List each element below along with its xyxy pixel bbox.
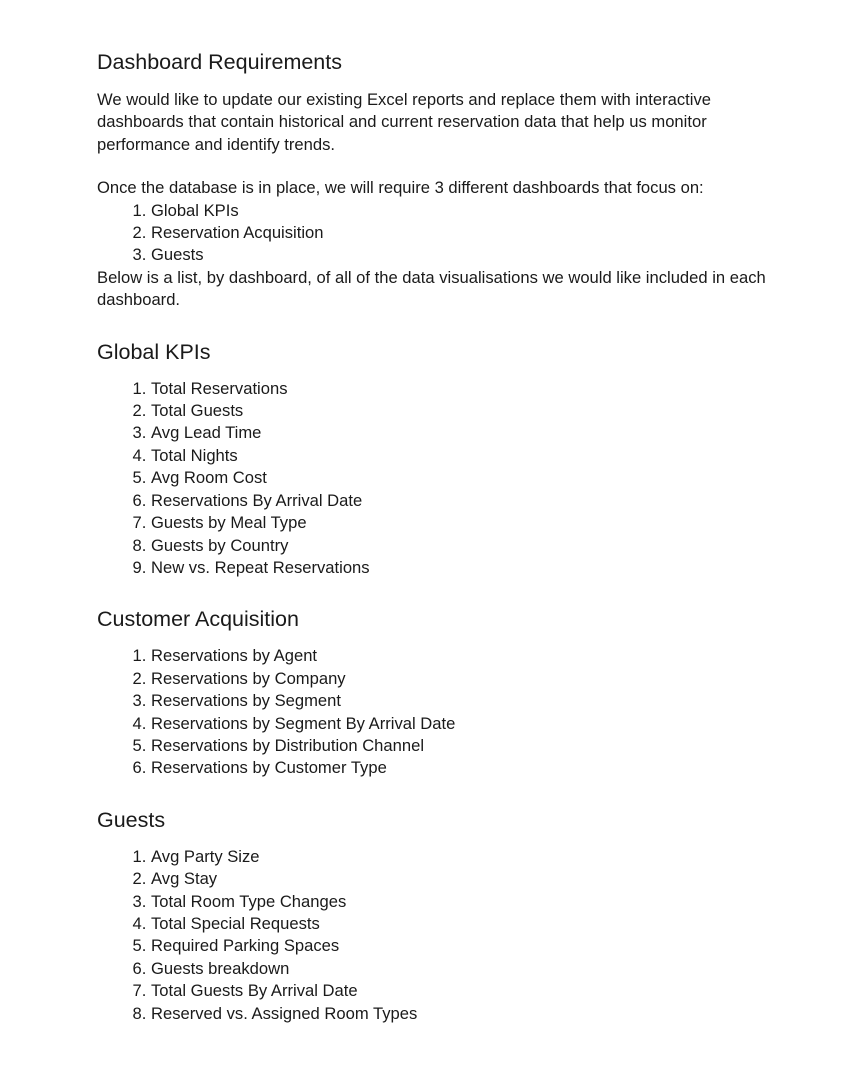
list-item: 5. Reservations by Distribution Channel xyxy=(151,735,787,757)
customer-acquisition-list xyxy=(97,645,787,779)
list-item: 2. Reservation Acquisition xyxy=(151,222,787,244)
section-heading-customer-acquisition: Customer Acquisition xyxy=(97,607,299,632)
list-item: 3. Avg Lead Time xyxy=(151,422,787,444)
list-item: 1. Avg Party Size xyxy=(151,846,787,868)
global-kpis-list xyxy=(97,378,787,580)
list-item: 1. Reservations by Agent xyxy=(151,645,787,667)
intro-paragraph: We would like to update our existing Excel reports and replace them with interactive dashboards that contain historical and current reservation data that help us monitor performance and identify trends. xyxy=(97,90,711,154)
document-content xyxy=(97,49,787,1025)
list-item: 8. Reserved vs. Assigned Room Types xyxy=(151,1003,787,1025)
dashboards-lead-in-paragraph: Once the database is in place, we will require 3 different dashboards that focus on: xyxy=(97,178,704,198)
list-item: 2. Reservations by Company xyxy=(151,668,787,690)
list-item: 9. New vs. Repeat Reservations xyxy=(151,557,787,579)
list-item: 5. Required Parking Spaces xyxy=(151,935,787,957)
list-item: 4. Total Nights xyxy=(151,445,787,467)
list-item: 5. Avg Room Cost xyxy=(151,467,787,489)
section-guests xyxy=(97,807,787,1025)
guests-list xyxy=(97,846,787,1025)
list-item: 6. Reservations By Arrival Date xyxy=(151,490,787,512)
list-item: 8. Guests by Country xyxy=(151,535,787,557)
dashboard-type-list xyxy=(97,200,787,267)
page-title: Dashboard Requirements xyxy=(97,50,342,74)
list-item: 7. Total Guests By Arrival Date xyxy=(151,980,787,1002)
section-heading-guests: Guests xyxy=(97,807,166,832)
section-global-kpis xyxy=(97,339,787,580)
list-item: 7. Guests by Meal Type xyxy=(151,512,787,534)
section-customer-acquisition xyxy=(97,606,787,779)
section-heading-global-kpis: Global KPIs xyxy=(97,339,211,364)
list-item: 3. Total Room Type Changes xyxy=(151,891,787,913)
list-item: 2. Total Guests xyxy=(151,400,787,422)
list-item: 6. Reservations by Customer Type xyxy=(151,757,787,779)
list-item: 4. Reservations by Segment By Arrival Date xyxy=(151,713,787,735)
list-item: 1. Global KPIs xyxy=(151,200,787,222)
list-item: 3. Guests xyxy=(151,244,787,266)
list-item: 2. Avg Stay xyxy=(151,868,787,890)
list-item: 6. Guests breakdown xyxy=(151,958,787,980)
list-item: 1. Total Reservations xyxy=(151,378,787,400)
list-item: 3. Reservations by Segment xyxy=(151,690,787,712)
list-note-paragraph: Below is a list, by dashboard, of all of the data visualisations we would like included in each dashboard. xyxy=(97,267,766,310)
list-item: 4. Total Special Requests xyxy=(151,913,787,935)
